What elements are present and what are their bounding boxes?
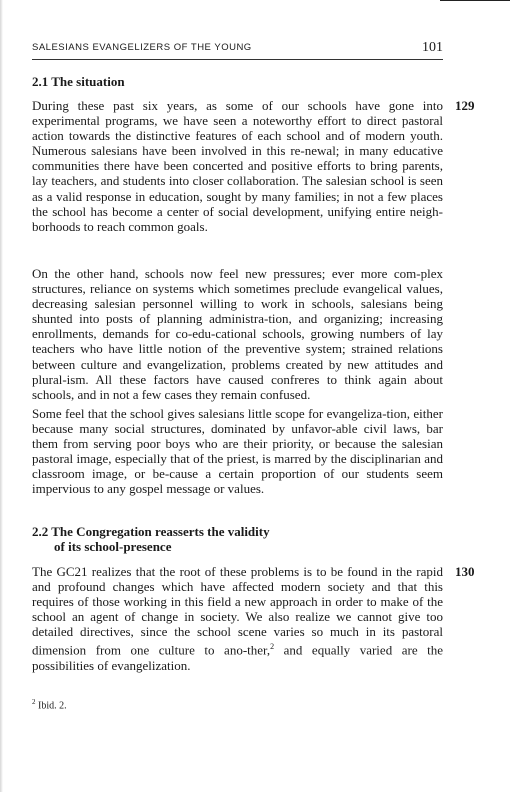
page-header (32, 40, 443, 60)
footnote-marker: 2 (32, 698, 36, 706)
footnote-text: Ibid. 2. (38, 700, 67, 712)
paragraph-situation-2: On the other hand, schools now feel new pressures; ever more com-plex structures, reliance on systems which sometimes preclude evangelical values, decreasing salesian personnel willing to work in schools, salesians being shunted into posts of planning administra-tion, and organizing; increasing enrollments, demands for co-edu-cational schools, growing numbers of lay teachers who have little notion of the preventive system; strained relations between culture and evangelization, problems created by new attitudes and plural-ism. All these factors have caused confreres to think again about schools, and in not a few cases they remain confused. (32, 266, 443, 402)
margin-number-130: 130 (455, 564, 475, 579)
paragraph-validity (32, 564, 443, 673)
footnote-reference[interactable]: 2 (270, 642, 275, 652)
paragraph-validity-text: The GC21 realizes that the root of these problems is to be found in the rapid and profound changes which have affected modern society and that this requires of those working in this field a new approach in order to make of the school an agent of change in society. We also realize we cannot give too detailed directives, since the school scene varies so much in its pastoral dimension from one culture to ano-ther, (32, 564, 443, 658)
paragraph-situation-1: During these past six years, as some of our schools have gone into experimental programs, we have seen a noteworthy effort to direct pastoral action towards the distinctive features of each school and of modern youth. Numerous salesians have been involved in this re-newal; in many educative communities there have been concerted and positive efforts to bring parents, lay teachers, and students into closer collaboration. The salesian school is seen as a valid response in education, sought by many families; in not a few places the school has become a center of social development, unifying entire neigh-borhoods to reach common goals. (32, 98, 443, 234)
section-heading-2-1: 2.1 The situation (32, 74, 125, 89)
page-spine-shadow (0, 0, 3, 792)
paragraph-validity-end: and equally varied are the possibilities of evangelization. (32, 642, 444, 673)
section-heading-2-2-line1: 2.2 The Congregation reasserts the validity (32, 524, 270, 539)
page-number: 101 (422, 40, 443, 55)
footnote (32, 698, 67, 711)
page-corner-rule (440, 0, 510, 1)
section-heading-2-2-line2: of its school-presence (54, 539, 172, 554)
margin-number-129: 129 (455, 98, 475, 113)
paragraph-situation-3: Some feel that the school gives salesians little scope for evangeliza-tion, either because many social structures, dominated by unfavor-able civil laws, bar them from serving poor boys who are their priority, or because the salesian pastoral image, especially that of the priest, is marred by the disciplinarian and classroom image, or be-cause a certain proportion of our students seem impervious to any gospel message or values. (32, 406, 443, 497)
running-head: SALESIANS EVANGELIZERS OF THE YOUNG (32, 42, 252, 53)
header-rule (32, 59, 443, 60)
